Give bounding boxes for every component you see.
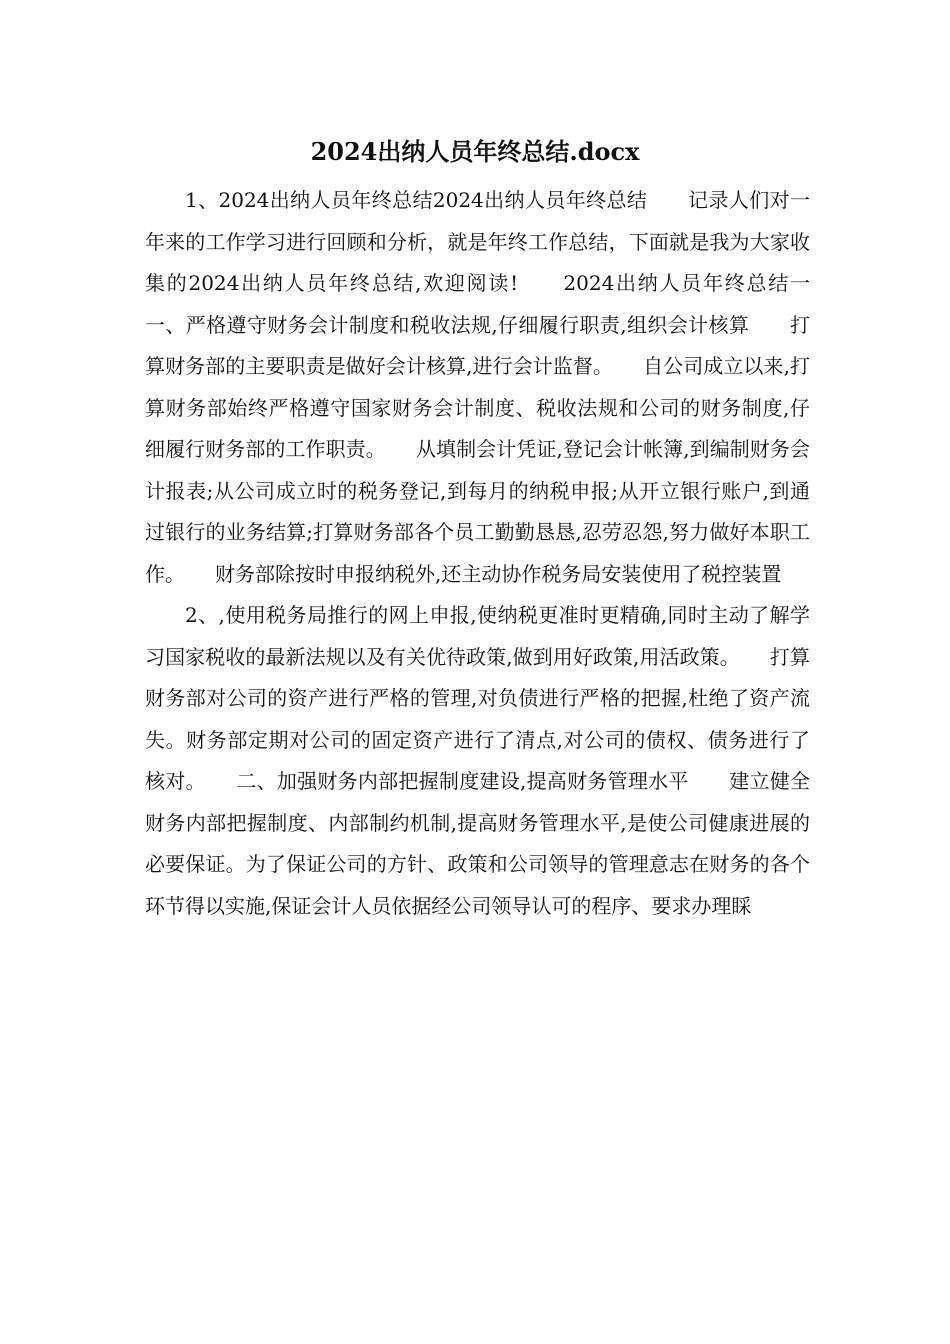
document-body: [145, 180, 850, 927]
paragraph-1: 1、2024出纳人员年终总结2024出纳人员年终总结 记录人们对一年来的工作学习进行回顾和分析，就是年终工作总结，下面就是我为大家收集的2024出纳人员年终总结,欢迎阅读! 2024出纳人员年终总结一 一、严格遵守财务会计制度和税收法规,仔细履行职责,组织会计核算 打算财务部的主要职责是做好会计核算,进行会计监督。 自公司成立以来,打算财务部始终严格遵守国家财务会计制度、税收法规和公司的财务制度,仔细履行财务部的工作职责。 从填制会计凭证,登记会计帐簿,到编制财务会计报表;从公司成立时的税务登记,到每月的纳税申报;从开立银行账户,到通过银行的业务结算;打算财务部各个员工勤勤恳恳,忍劳忍怨,努力做好本职工作。 财务部除按时申报纳税外,还主动协作税务局安装使用了税控装置: [145, 188, 850, 586]
document-title: 2024出纳人员年终总结.docx: [310, 137, 640, 166]
paragraph-2: 2、,使用税务局推行的网上申报,使纳税更准时更精确,同时主动了解学习国家税收的最新法规以及有关优待政策,做到用好政策,用活政策。 打算财务部对公司的资产进行严格的管理,对负债进行严格的把握,杜绝了资产流失。财务部定期对公司的固定资产进行了清点,对公司的债权、债务进行了核对。 二、加强财务内部把握制度建设,提高财务管理水平 建立健全财务内部把握制度、内部制约机制,提高财务管理水平,是使公司健康进展的必要保证。为了保证公司的方针、政策和公司领导的管理意志在财务的各个环节得以实施,保证会计人员依据经公司领导认可的程序、要求办理睬: [145, 603, 810, 918]
